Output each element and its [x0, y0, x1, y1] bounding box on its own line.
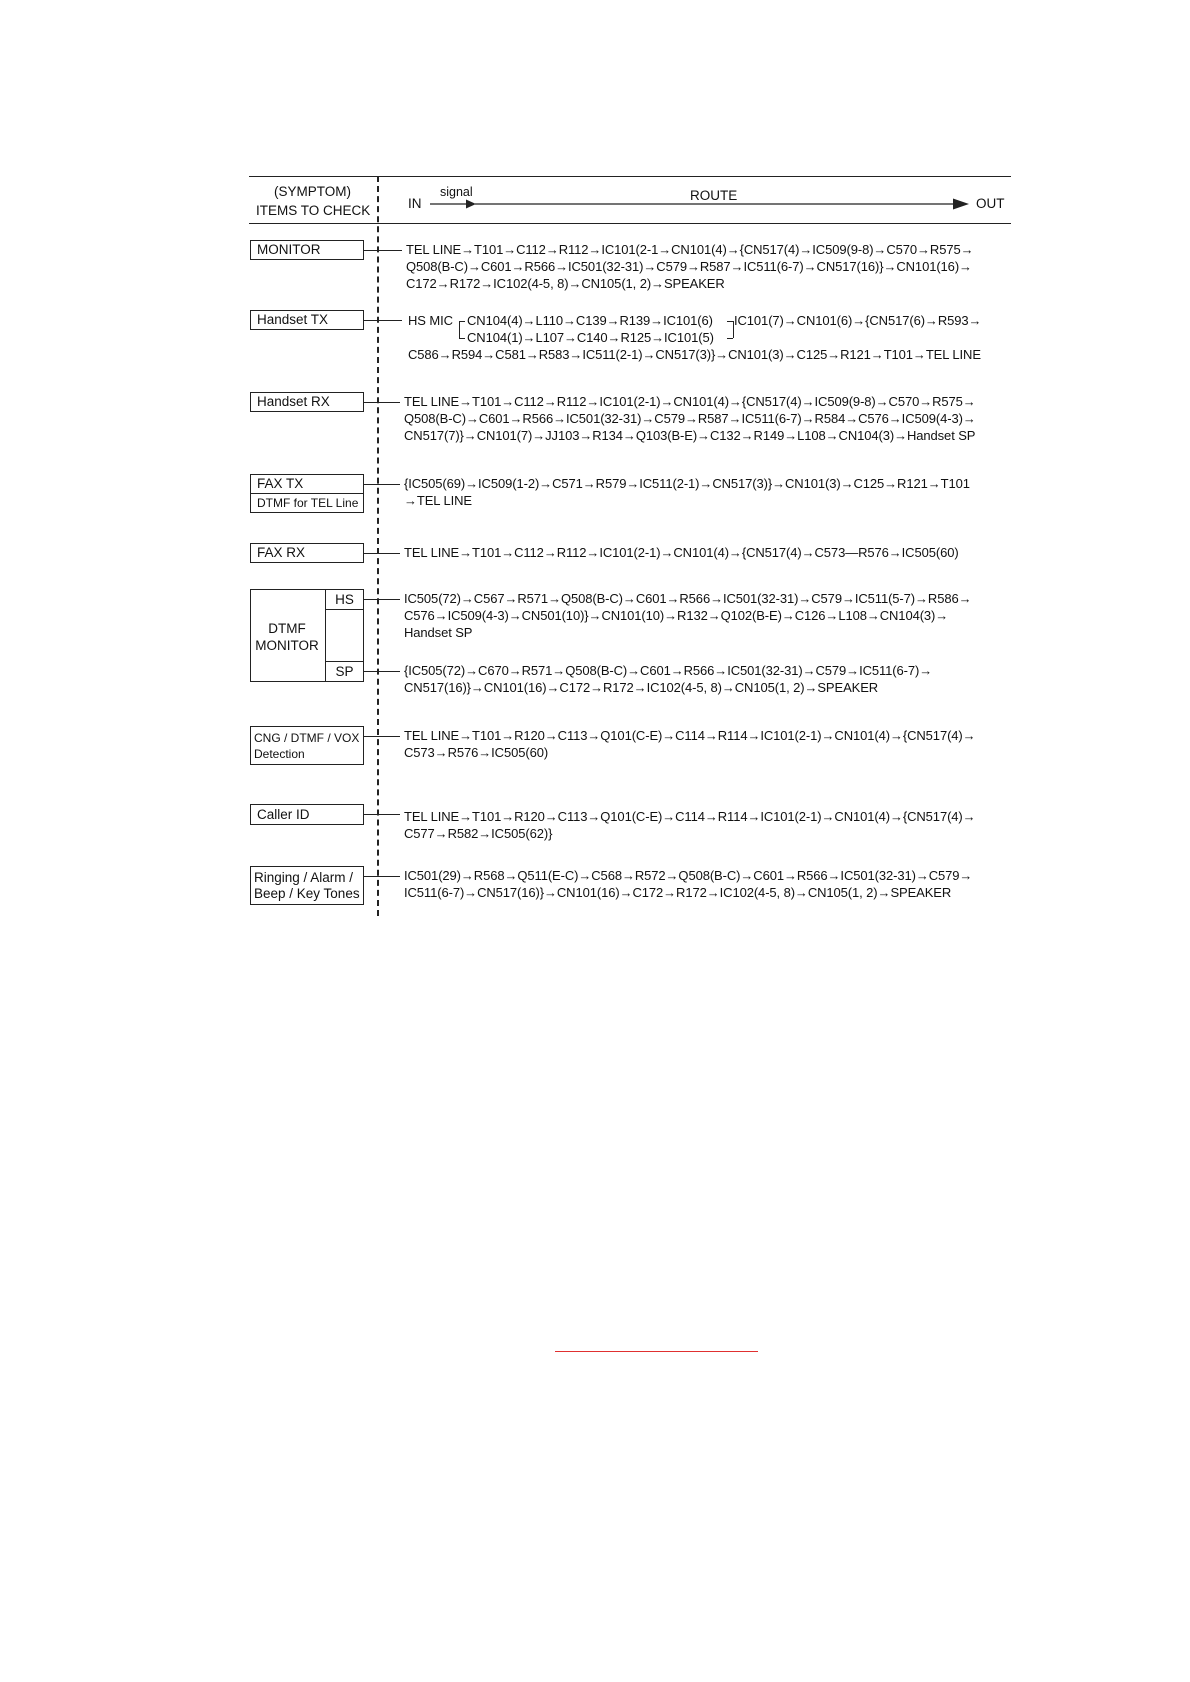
handset-tx-mic: HS MIC: [408, 313, 453, 328]
cng-label-line-1: CNG / DTMF / VOX: [254, 730, 360, 745]
fax-rx-route-line-1: TEL LINE→T101→C112→R112→IC101(2-1)→CN101(4)→{CN517(4)→C573—R576→IC505(60): [404, 545, 959, 560]
dtmf-hs-sp-divider: [325, 609, 326, 662]
route-label: ROUTE: [690, 188, 738, 203]
route-arrow: [475, 196, 975, 210]
handset-tx-branch-left-bottom: [459, 338, 465, 339]
fax-tx-sublabel-box: [250, 493, 364, 513]
signal-arrow: [430, 196, 478, 210]
ringing-label-line-2: Beep / Key Tones: [254, 885, 360, 901]
caller-id-label: Caller ID: [257, 806, 310, 822]
in-label: IN: [408, 196, 422, 211]
dtmf-sp-label: SP: [335, 663, 354, 679]
monitor-connector: [364, 250, 402, 251]
handset-tx-branch-top: CN104(4)→L110→C139→R139→IC101(6): [467, 313, 713, 328]
fax-rx-label-box: [250, 543, 364, 563]
dtmf-hs-label: HS: [335, 591, 354, 607]
fax-tx-connector: [364, 484, 400, 485]
handset-tx-branch-bottom: CN104(1)→L107→C140→R125→IC101(5): [467, 330, 714, 345]
ringing-route-line-2: IC511(6-7)→CN517(16)}→CN101(16)→C172→R172→IC102(4-5, 8)→CN105(1, 2)→SPEAKER: [404, 885, 952, 900]
header-bottom-rule: [249, 223, 1011, 224]
fax-rx-connector: [364, 553, 400, 554]
handset-tx-label: Handset TX: [257, 312, 329, 327]
dtmf-hs-box: [325, 589, 364, 610]
dtmf-sp-box: [325, 661, 364, 682]
handset-rx-route-line-3: CN517(7)}→CN101(7)→JJ103→R134→Q103(B-E)→C132→R149→L108→CN104(3)→Handset SP: [404, 428, 976, 443]
cng-route-line-2: C573→R576→IC505(60): [404, 745, 549, 760]
out-label: OUT: [976, 196, 1005, 211]
handset-tx-route-line-3: C586→R594→C581→R583→IC511(2-1)→CN517(3)}→CN101(3)→C125→R121→T101→TEL LINE: [408, 347, 981, 362]
handset-rx-route-line-2: Q508(B-C)→C601→R566→IC501(32-31)→C579→R587→IC511(6-7)→R584→C576→IC509(4-3)→: [404, 411, 976, 426]
hyperlink-underline[interactable]: [555, 1351, 758, 1352]
handset-rx-route-line-1: TEL LINE→T101→C112→R112→IC101(2-1)→CN101(4)→{CN517(4)→IC509(9-8)→C570→R575→: [404, 394, 976, 409]
caller-id-connector: [364, 814, 400, 815]
handset-rx-label-box: [250, 392, 364, 412]
caller-id-route-line-2: C577→R582→IC505(62)}: [404, 826, 553, 841]
dtmf-hs-route-line-1: IC505(72)→C567→R571→Q508(B-C)→C601→R566→IC501(32-31)→C579→IC511(5-7)→R586→: [404, 591, 972, 606]
cng-connector: [364, 736, 400, 737]
handset-tx-label-box: [250, 310, 364, 330]
dtmf-hs-route-line-3: Handset SP: [404, 625, 473, 640]
fax-tx-sublabel: DTMF for TEL Line: [257, 496, 359, 510]
dtmf-monitor-label-line-1: DTMF: [268, 621, 306, 636]
divider-dashed-line: [377, 176, 379, 916]
handset-tx-connector: [364, 320, 402, 321]
caller-id-label-box: [250, 804, 364, 825]
dtmf-monitor-label-line-2: MONITOR: [255, 638, 319, 653]
ringing-label-line-1: Ringing / Alarm /: [254, 869, 354, 885]
dtmf-monitor-label: [252, 620, 322, 654]
fax-tx-route-line-2: →TEL LINE: [404, 493, 472, 508]
ringing-connector: [364, 876, 400, 877]
ringing-label-box: [250, 866, 364, 905]
fax-tx-route-line-1: {IC505(69)→IC509(1-2)→C571→R579→IC511(2-1)→CN517(3)}→CN101(3)→C125→R121→T101: [404, 476, 970, 491]
symptom-heading: (SYMPTOM): [274, 184, 351, 199]
header-top-rule: [249, 176, 1011, 177]
handset-tx-branch-left-top: [459, 321, 465, 322]
monitor-route-line-2: Q508(B-C)→C601→R566→IC501(32-31)→C579→R587→IC511(6-7)→CN517(16)}→CN101(16)→: [406, 259, 972, 274]
dtmf-hs-route-line-2: C576→IC509(4-3)→CN501(10)}→CN101(10)→R132→Q102(B-E)→C126→L108→CN104(3)→: [404, 608, 949, 623]
handset-rx-label: Handset RX: [257, 394, 330, 409]
caller-id-route-line-1: TEL LINE→T101→R120→C113→Q101(C-E)→C114→R114→IC101(2-1)→CN101(4)→{CN517(4)→: [404, 809, 976, 824]
fax-tx-label-box: [250, 474, 364, 494]
monitor-route-line-1: TEL LINE→T101→C112→R112→IC101(2-1→CN101(4)→{CN517(4)→IC509(9-8)→C570→R575→: [406, 242, 974, 257]
monitor-route-line-3: C172→R172→IC102(4-5, 8)→CN105(1, 2)→SPEAKER: [406, 276, 725, 291]
monitor-label: MONITOR: [257, 242, 321, 257]
monitor-label-box: [250, 240, 364, 260]
dtmf-sp-route-line-2: CN517(16)}→CN101(16)→C172→R172→IC102(4-5, 8)→CN105(1, 2)→SPEAKER: [404, 680, 879, 695]
dtmf-hs-connector: [364, 599, 400, 600]
handset-tx-branch-left: [459, 321, 460, 338]
dtmf-sp-route-line-1: {IC505(72)→C670→R571→Q508(B-C)→C601→R566→IC501(32-31)→C579→IC511(6-7)→: [404, 663, 933, 678]
cng-label-box: [250, 726, 364, 765]
handset-tx-branch-right-top: [727, 321, 733, 322]
ringing-route-line-1: IC501(29)→R568→Q511(E-C)→C568→R572→Q508(B-C)→C601→R566→IC501(32-31)→C579→: [404, 868, 973, 883]
items-to-check-heading: ITEMS TO CHECK: [256, 203, 371, 218]
cng-label-line-2: Detection: [254, 746, 305, 761]
handset-rx-connector: [364, 402, 400, 403]
dtmf-sp-connector: [364, 671, 400, 672]
handset-tx-branch-right-bottom: [727, 338, 733, 339]
fax-tx-label: FAX TX: [257, 476, 304, 491]
fax-rx-label: FAX RX: [257, 545, 306, 560]
cng-route-line-1: TEL LINE→T101→R120→C113→Q101(C-E)→C114→R114→IC101(2-1)→CN101(4)→{CN517(4)→: [404, 728, 976, 743]
handset-tx-after-branch: IC101(7)→CN101(6)→{CN517(6)→R593→: [734, 313, 982, 328]
signal-label: signal: [440, 185, 473, 199]
